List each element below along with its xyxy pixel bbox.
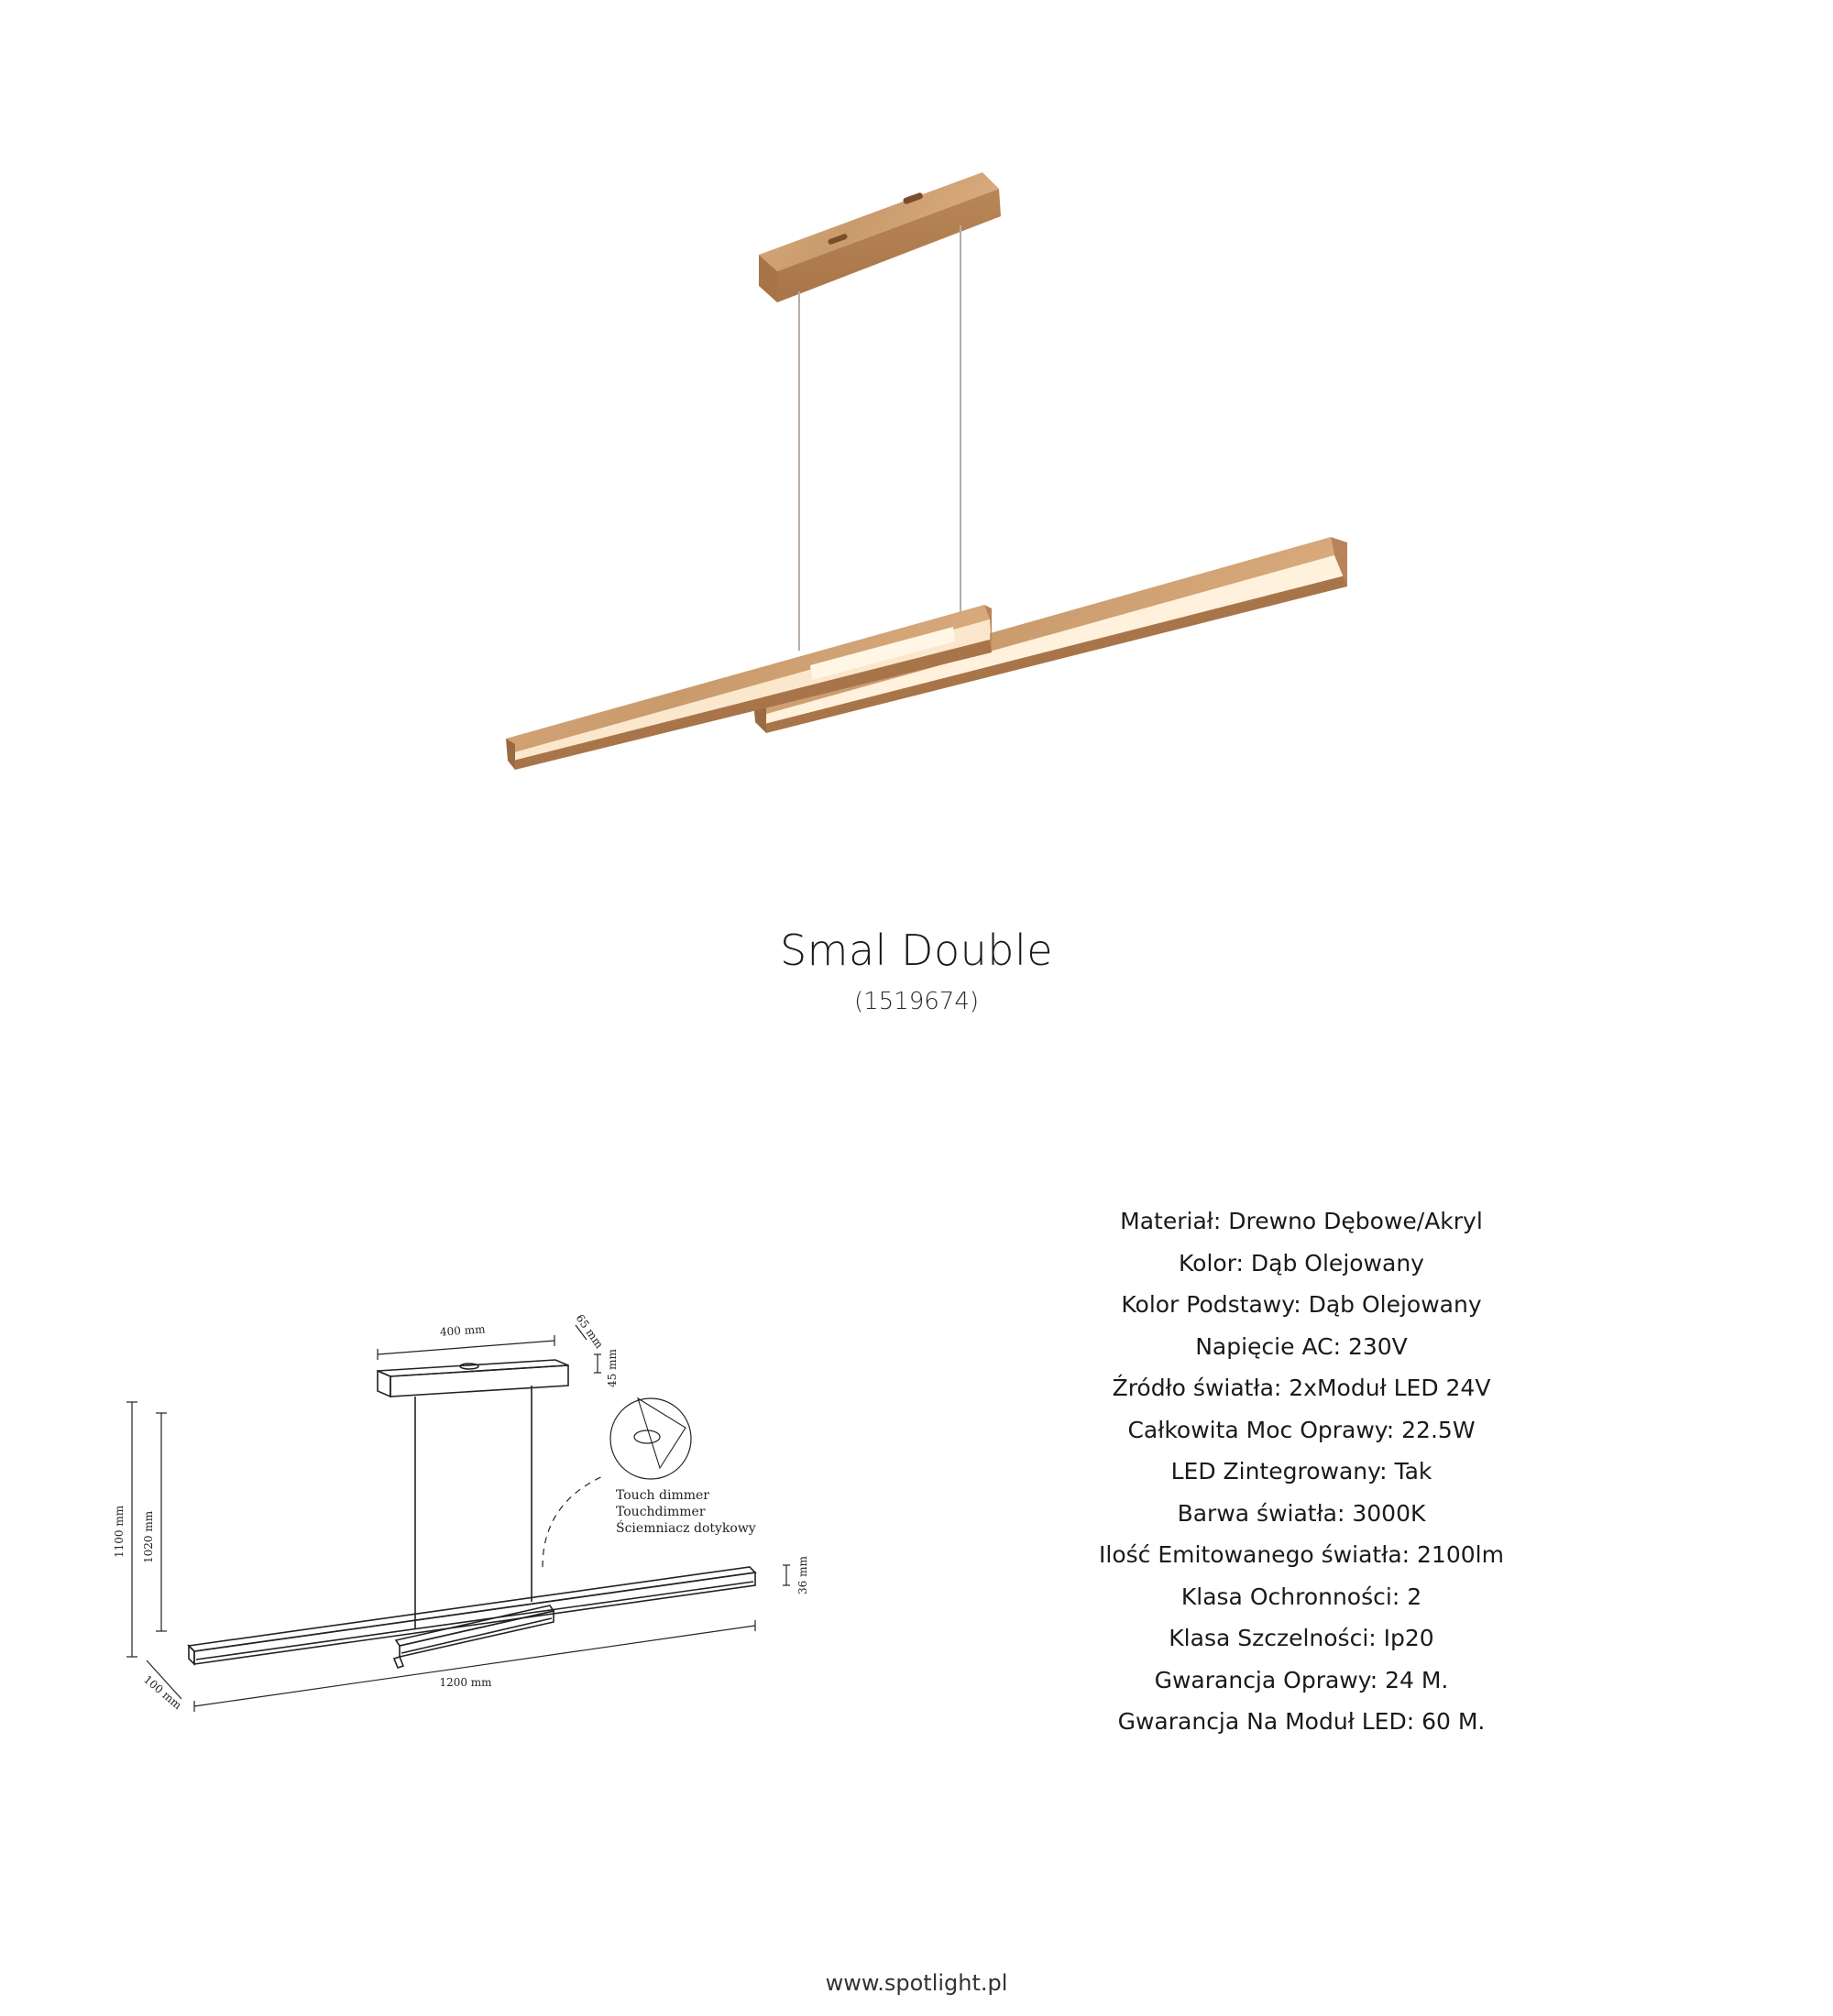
product-title: Smal Double — [779, 926, 1054, 975]
dimmer-label-en: Touch dimmer — [616, 1488, 709, 1503]
ceiling-canopy — [759, 172, 1001, 302]
spec-item: Klasa Szczelności: Ip20 — [1169, 1625, 1434, 1651]
product-photo — [0, 0, 1833, 825]
drawing-canopy — [378, 1360, 568, 1397]
spec-item: Barwa światła: 3000K — [1177, 1499, 1426, 1527]
dim-total-height: 1100 mm — [113, 1505, 126, 1558]
dimmer-label-pl: Ściemniacz dotykowy — [616, 1521, 756, 1536]
spec-item: Ilość Emitowanego światła: 2100lm — [1099, 1541, 1504, 1568]
spec-item: LED Zintegrowany: Tak — [1170, 1458, 1432, 1485]
spec-item: Całkowita Moc Oprawy: 22.5W — [1127, 1416, 1476, 1443]
spec-list — [1045, 1200, 1558, 1743]
spec-item: Klasa Ochronności: 2 — [1180, 1583, 1422, 1610]
dim-bar-length: 1200 mm — [439, 1676, 492, 1689]
website-link[interactable]: www.spotlight.pl — [825, 1970, 1008, 1996]
dim-canopy-depth: 65 mm — [573, 1311, 607, 1351]
drawing-bar-long — [189, 1567, 755, 1664]
spec-item: Napięcie AC: 230V — [1195, 1332, 1408, 1360]
spec-item: Gwarancja Na Moduł LED: 60 M. — [1117, 1708, 1486, 1735]
lamp-bar-long — [753, 537, 1347, 733]
dim-bar-height: 36 mm — [796, 1556, 809, 1594]
spec-item: Źródło światła: 2xModuł LED 24V — [1112, 1375, 1491, 1401]
dimmer-label-de: Touchdimmer — [616, 1505, 706, 1519]
dim-canopy-height: 45 mm — [606, 1349, 619, 1387]
technical-drawing — [92, 1274, 843, 1787]
dim-cable-height: 1020 mm — [142, 1510, 155, 1563]
spec-item: Materiał: Drewno Dębowe/Akryl — [1120, 1208, 1483, 1234]
dim-bar-depth: 100 mm — [141, 1672, 184, 1713]
spec-item: Gwarancja Oprawy: 24 M. — [1154, 1666, 1449, 1693]
spec-item: Kolor Podstawy: Dąb Olejowany — [1121, 1291, 1482, 1318]
spec-item: Kolor: Dąb Olejowany — [1179, 1249, 1424, 1276]
product-code: (1519674) — [853, 988, 980, 1015]
dim-canopy-width: 400 mm — [439, 1322, 486, 1339]
